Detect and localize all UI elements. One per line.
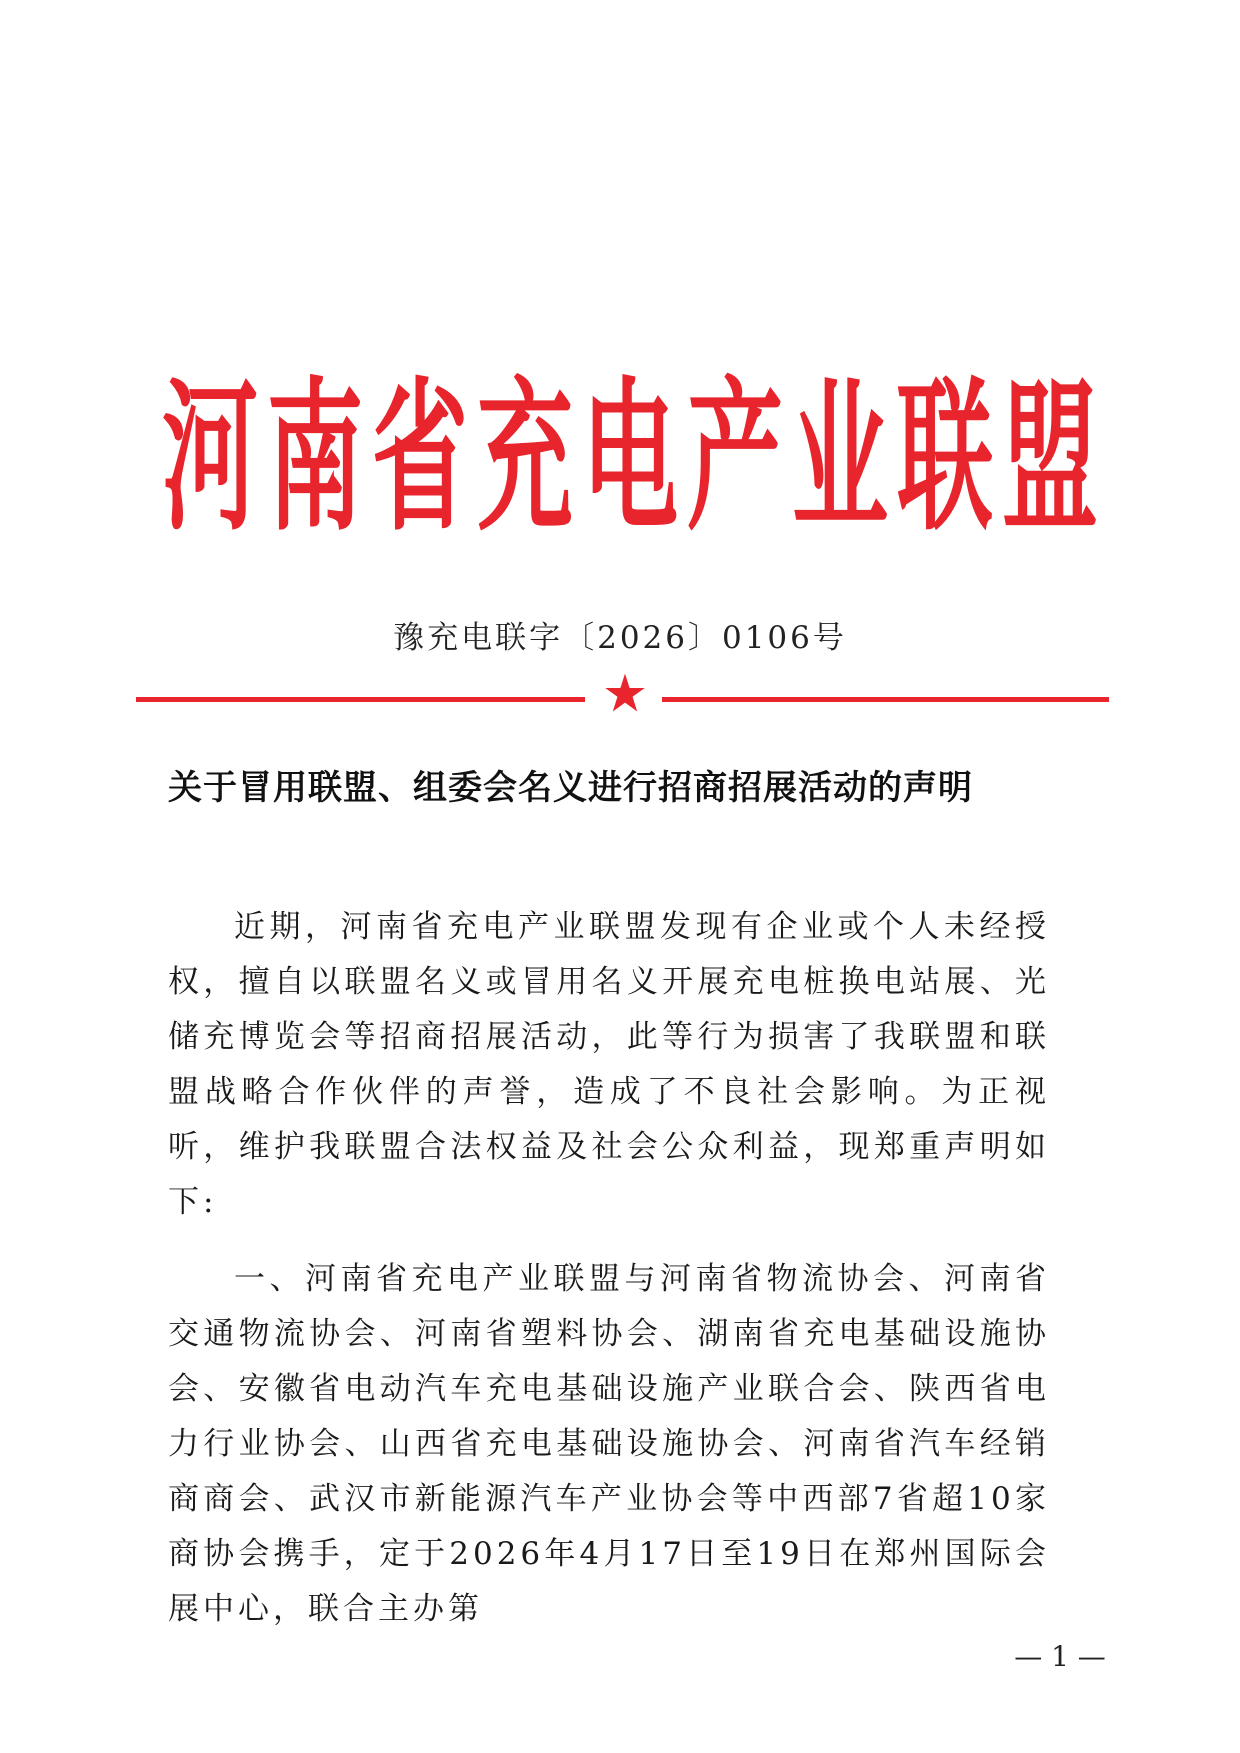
masthead-char: 河 — [162, 362, 258, 554]
masthead-char: 盟 — [1002, 362, 1098, 554]
separator-rule-left — [136, 697, 585, 702]
document-title: 关于冒用联盟、组委会名义进行招商招展活动的声明 — [168, 768, 973, 808]
masthead-char: 充 — [477, 362, 573, 554]
masthead-char: 省 — [372, 362, 468, 554]
document-number: 豫充电联字〔2026〕0106号 — [393, 620, 847, 656]
separator-rule-right — [662, 697, 1109, 702]
masthead-char: 产 — [687, 362, 783, 554]
masthead-char: 联 — [897, 362, 993, 554]
star-icon — [604, 672, 646, 714]
paragraph: 近期，河南省充电产业联盟发现有企业或个人未经授权，擅自以联盟名义或冒用名义开展充电桩换电站展、光储充博览会等招商招展活动，此等行为损害了我联盟和联盟战略合作伙伴的声誉，造成了不良社会影响。为正视听，维护我联盟合法权益及社会公众利益，现郑重声明如下: — [168, 909, 1050, 1220]
masthead-char: 南 — [267, 362, 363, 554]
document-body — [168, 900, 1050, 1637]
masthead-char: 电 — [582, 362, 678, 554]
masthead — [162, 362, 1098, 554]
masthead-char: 业 — [792, 362, 888, 554]
paragraph: 一、河南省充电产业联盟与河南省物流协会、河南省交通物流协会、河南省塑料协会、湖南省充电基础设施协会、安徽省电动汽车充电基础设施产业联合会、陕西省电力行业协会、山西省充电基础设施协会、河南省汽车经销商商会、武汉市新能源汽车产业协会等中西部7省超10家商协会携手，定于2026年4月17日至19日在郑州国际会展中心，联合主办第 — [168, 1261, 1050, 1627]
page-number: — 1 — — [1014, 1640, 1106, 1673]
